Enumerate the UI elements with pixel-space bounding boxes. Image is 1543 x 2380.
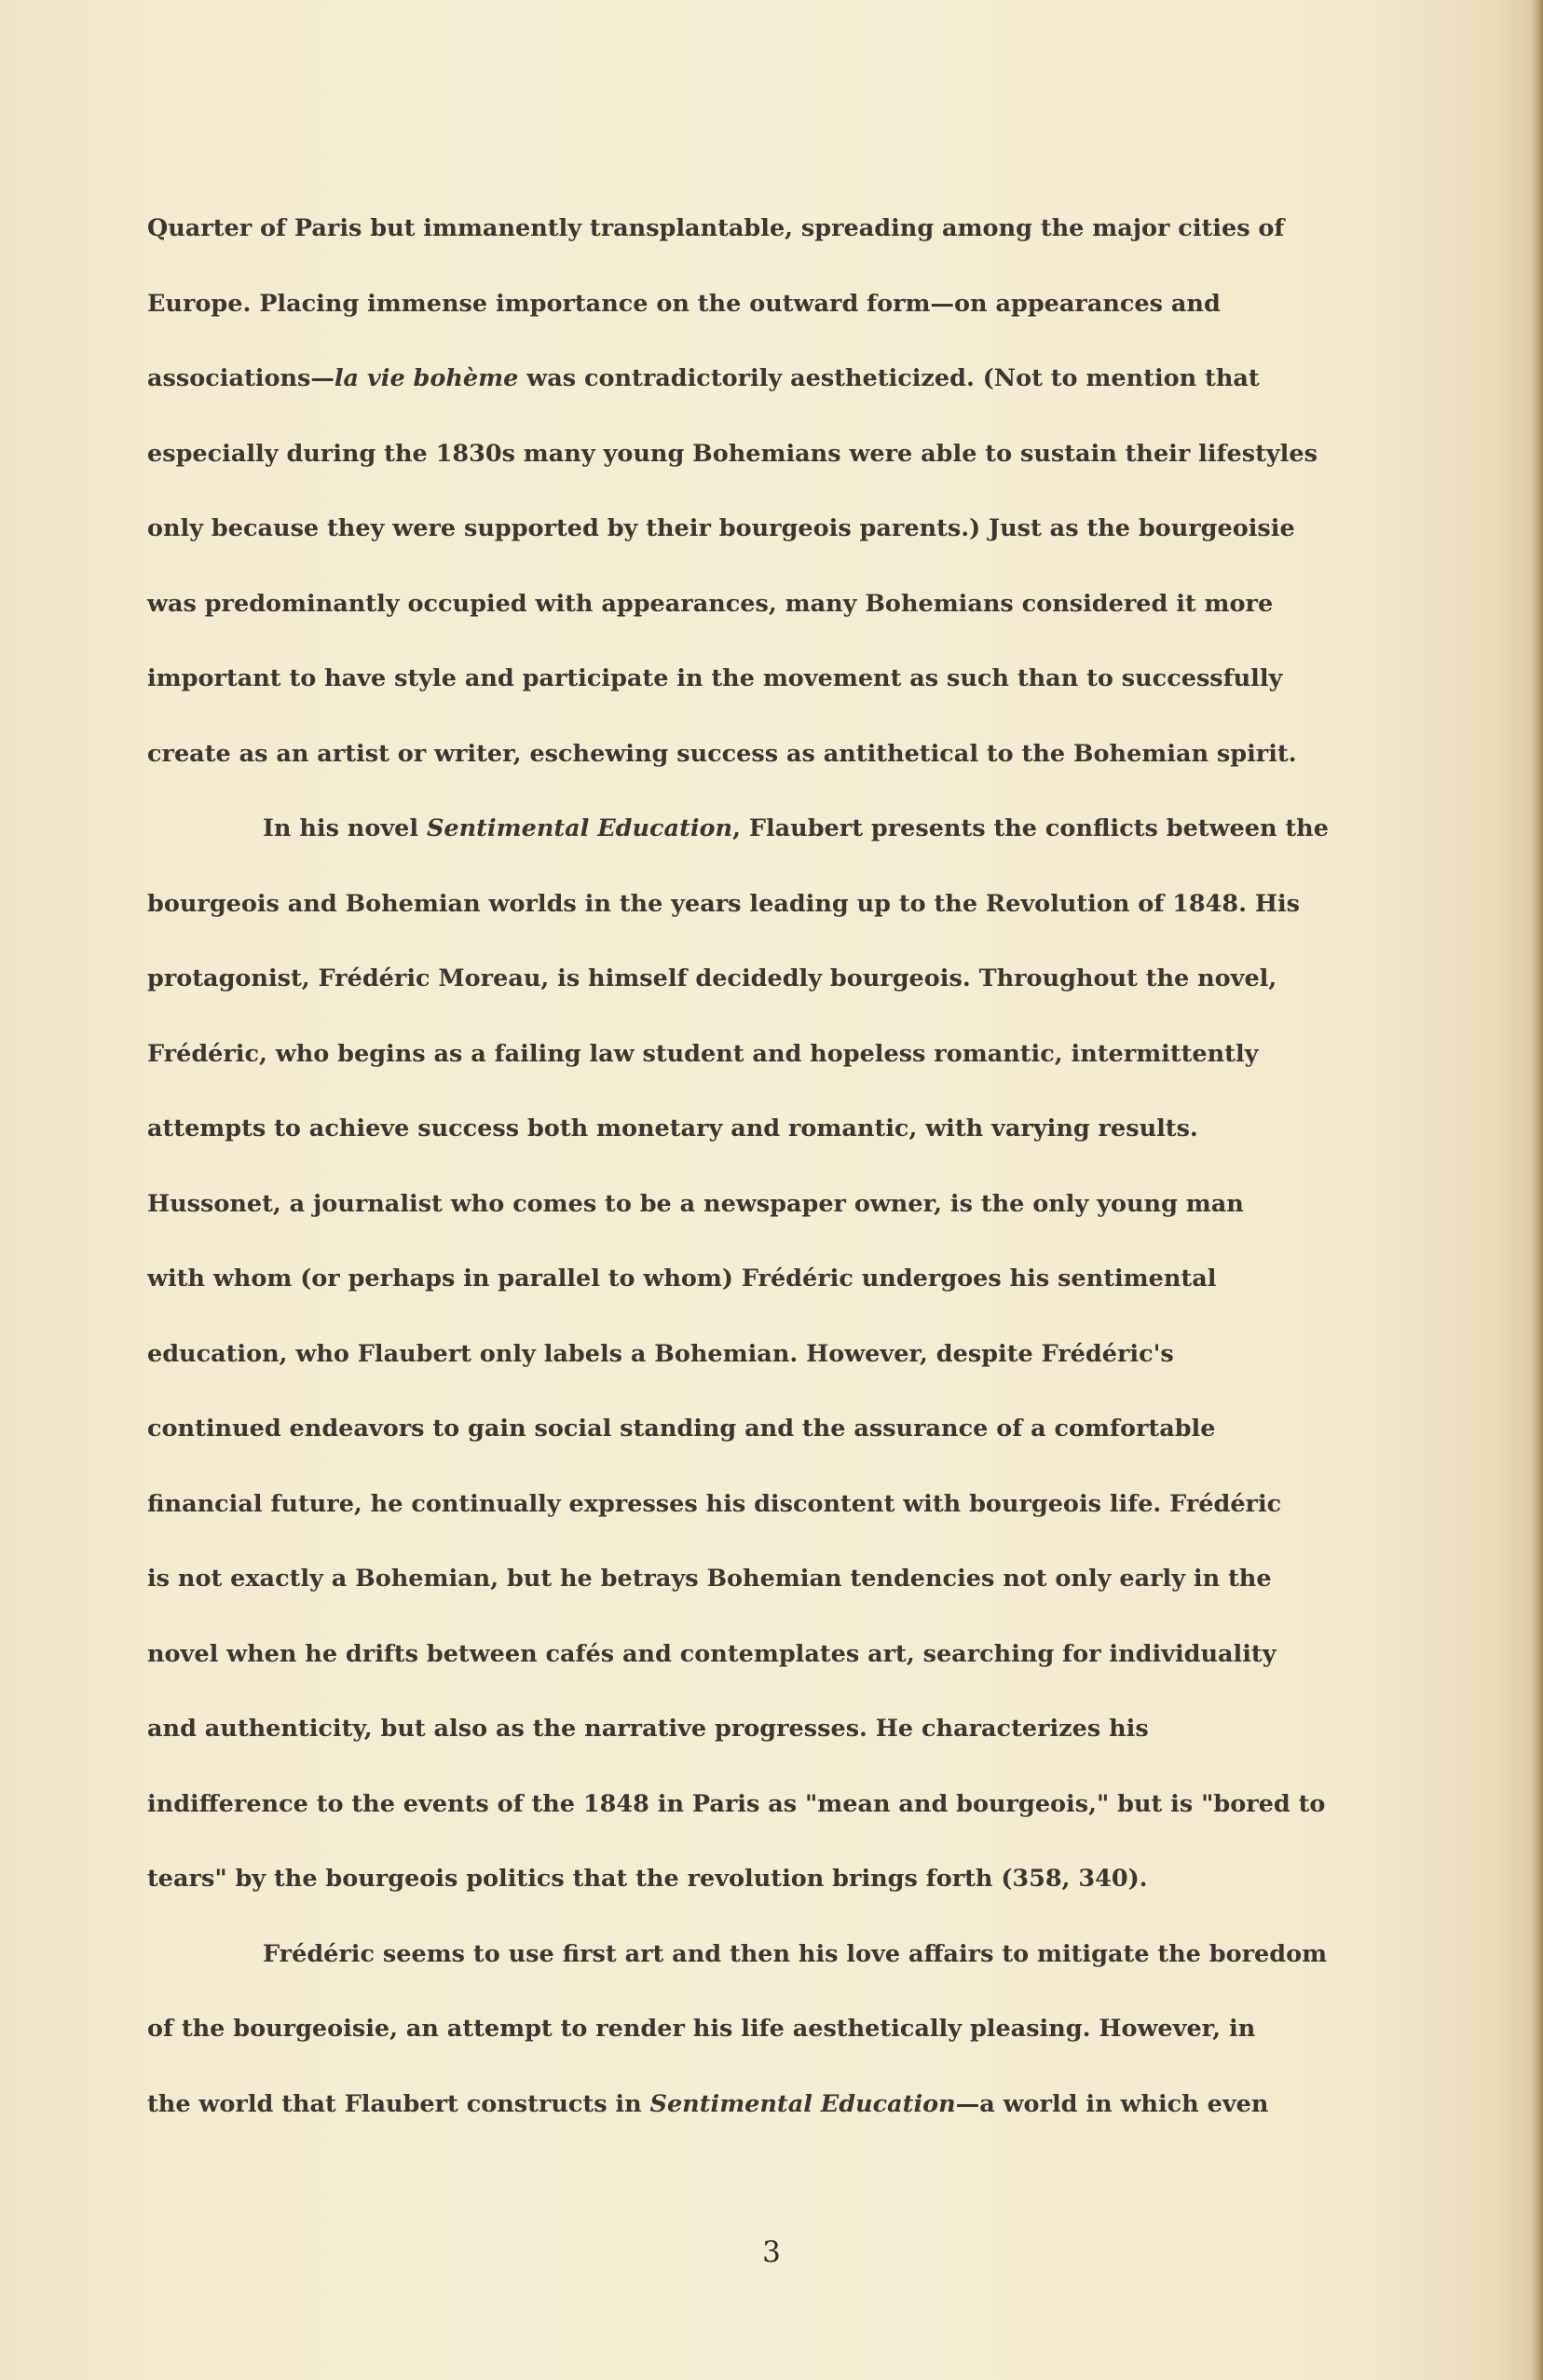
text-line [147, 641, 1442, 717]
text-line [147, 1841, 1442, 1917]
text-line [147, 1091, 1442, 1167]
text-line [147, 1017, 1442, 1092]
text-segment: associations— [147, 364, 335, 392]
text-segment: create as an artist or writer, eschewing success as antithetical to the Bohemian spirit. [147, 739, 1297, 768]
text-line [147, 1541, 1442, 1617]
text-line [147, 1317, 1442, 1392]
text-segment: with whom (or perhaps in parallel to whom) Frédéric undergoes his sentimental [147, 1265, 1217, 1293]
text-segment: Frédéric seems to use first art and then his love affairs to mitigate the boredom [263, 1939, 1328, 1968]
text-segment: important to have style and participate in the movement as such than to successfully [147, 664, 1283, 692]
text-segment: In his novel [263, 814, 427, 842]
text-line [147, 341, 1442, 417]
text-segment: Europe. Placing immense importance on the outward form—on appearances and [147, 289, 1221, 318]
text-segment: continued endeavors to gain social standing and the assurance of a comfortable [147, 1415, 1216, 1443]
text-line [147, 1391, 1442, 1467]
text-segment: attempts to achieve success both monetary and romantic, with varying results. [147, 1115, 1198, 1142]
text-line [147, 1167, 1442, 1242]
italic-segment: Sentimental Education [426, 814, 733, 842]
text-segment: financial future, he continually expresses his discontent with bourgeois life. Frédéric [147, 1489, 1282, 1518]
text-segment: the world that Flaubert constructs in [147, 2089, 650, 2118]
text-line [147, 941, 1442, 1017]
text-line [147, 267, 1442, 342]
text-line [147, 567, 1442, 642]
text-line [147, 1617, 1442, 1692]
text-segment: Frédéric, who begins as a failing law student and hopeless romantic, intermittently [147, 1039, 1259, 1068]
text-segment: , Flaubert presents the conflicts between the [732, 814, 1329, 842]
text-segment: —a world in which even [955, 2089, 1269, 2118]
text-segment: indifference to the events of the 1848 in Paris as "mean and bourgeois," but is "bored to [147, 1789, 1326, 1818]
text-segment: was predominantly occupied with appearances, many Bohemians considered it more [147, 589, 1274, 618]
text-line [147, 417, 1442, 492]
text-segment: especially during the 1830s many young Bohemians were able to sustain their lifestyles [147, 439, 1318, 468]
text-segment: is not exactly a Bohemian, but he betrays Bohemian tendencies not only early in the [147, 1565, 1272, 1593]
text-segment: Hussonet, a journalist who comes to be a newspaper owner, is the only young man [147, 1189, 1244, 1218]
text-segment: Quarter of Paris but immanently transplantable, spreading among the major cities of [147, 214, 1285, 242]
text-line [147, 717, 1442, 792]
text-segment: of the bourgeoisie, an attempt to render his life aesthetically pleasing. However, in [147, 2015, 1256, 2043]
text-line [147, 1241, 1442, 1317]
text-segment: tears" by the bourgeois politics that the revolution brings forth (358, 340). [147, 1865, 1148, 1893]
text-line [147, 1991, 1442, 2067]
text-segment: novel when he drifts between cafés and contemplates art, searching for individuality [147, 1639, 1277, 1668]
text-segment: education, who Flaubert only labels a Bohemian. However, despite Frédéric's [147, 1339, 1174, 1368]
text-line [147, 1767, 1442, 1842]
text-line [147, 1691, 1442, 1767]
text-line [147, 191, 1442, 267]
text-segment: bourgeois and Bohemian worlds in the years leading up to the Revolution of 1848. His [147, 889, 1301, 918]
text-line [147, 491, 1442, 567]
text-segment: protagonist, Frédéric Moreau, is himself decidedly bourgeois. Throughout the novel, [147, 964, 1277, 992]
text-line [147, 867, 1442, 942]
text-segment: was contradictorily aestheticized. (Not to mention that [518, 364, 1260, 392]
italic-segment: Sentimental Education [649, 2089, 956, 2118]
page-number: 3 [762, 2236, 781, 2269]
text-line [147, 1467, 1442, 1542]
text-segment: and authenticity, but also as the narrative progresses. He characterizes his [147, 1715, 1149, 1743]
page-edge-shadow [1530, 0, 1543, 2380]
text-line [147, 1917, 1442, 1992]
italic-segment: la vie bohème [334, 364, 519, 392]
text-line [147, 791, 1442, 867]
text-line [147, 2067, 1442, 2142]
body-text [147, 191, 1442, 2141]
text-segment: only because they were supported by their bourgeois parents.) Just as the bourgeoisie [147, 514, 1295, 542]
